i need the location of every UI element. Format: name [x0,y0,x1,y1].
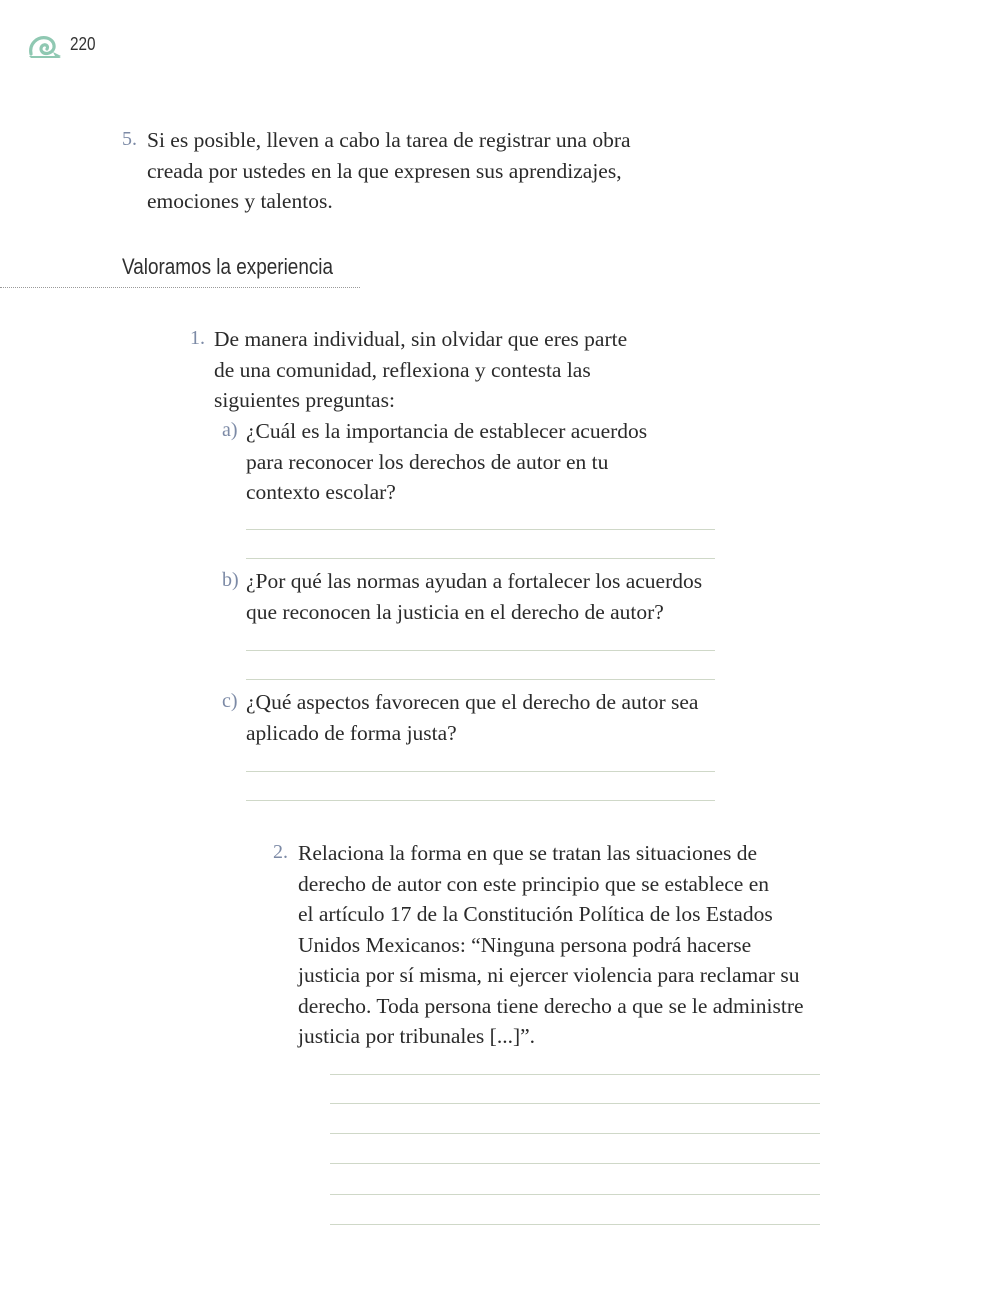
text-line: creada por ustedes en la que expresen sus aprendizajes, [147,158,622,183]
text-line: el artículo 17 de la Constitución Política de los Estados [298,902,773,926]
text-line: emociones y talentos. [147,189,333,213]
item-number: 1. [190,327,205,349]
item-number: 5. [122,128,137,150]
question-a-text [246,416,647,508]
question-label: a) [222,419,238,441]
question-label: b) [222,569,239,591]
item-1-text [214,324,627,416]
heading-divider [0,287,360,288]
text-line: ¿Cuál es la importancia de establecer acuerdos [246,419,648,443]
answer-line[interactable] [246,679,715,680]
text-line: siguientes preguntas: [214,388,395,412]
answer-line[interactable] [330,1133,820,1134]
text-line: justicia por sí misma, ni ejercer violencia para reclamar su [298,963,800,987]
question-b-text [246,566,702,627]
text-line: ¿Por qué las normas ayudan a fortalecer los acuerdos [246,569,703,593]
text-line: derecho. Toda persona tiene derecho a que se le administre [298,993,804,1018]
answer-line[interactable] [330,1224,820,1225]
text-line: que reconocen la justicia en el derecho de autor? [246,599,664,624]
answer-line[interactable] [246,800,715,801]
item-number: 2. [273,841,288,863]
text-line: ¿Qué aspectos favorecen que el derecho de autor sea [246,690,699,714]
answer-line[interactable] [330,1194,820,1195]
text-line: Relaciona la forma en que se tratan las situaciones de [298,841,758,865]
text-line: de una comunidad, reflexiona y contesta las [214,357,591,382]
text-line: derecho de autor con este principio que se establece en [298,871,769,896]
answer-line[interactable] [246,558,715,559]
page-number: 220 [70,34,96,54]
question-c-text [246,687,698,748]
answer-line[interactable] [246,529,715,530]
text-line: Si es posible, lleven a cabo la tarea de registrar una obra [147,128,631,152]
answer-line[interactable] [246,650,715,651]
text-line: Unidos Mexicanos: “Ninguna persona podrá hacerse [298,932,752,957]
snail-spiral-icon [27,32,63,60]
item-2-text [298,838,804,1052]
text-line: De manera individual, sin olvidar que eres parte [214,327,628,351]
text-line: para reconocer los derechos de autor en tu [246,449,609,474]
answer-line[interactable] [330,1074,820,1075]
question-label: c) [222,690,238,712]
answer-line[interactable] [246,771,715,772]
text-line: justicia por tribunales [...]”. [298,1024,536,1048]
item-5-text [147,125,631,217]
text-line: aplicado de forma justa? [246,720,457,745]
section-heading: Valoramos la experiencia [122,254,334,279]
text-line: contexto escolar? [246,480,396,504]
answer-line[interactable] [330,1103,820,1104]
answer-line[interactable] [330,1163,820,1164]
